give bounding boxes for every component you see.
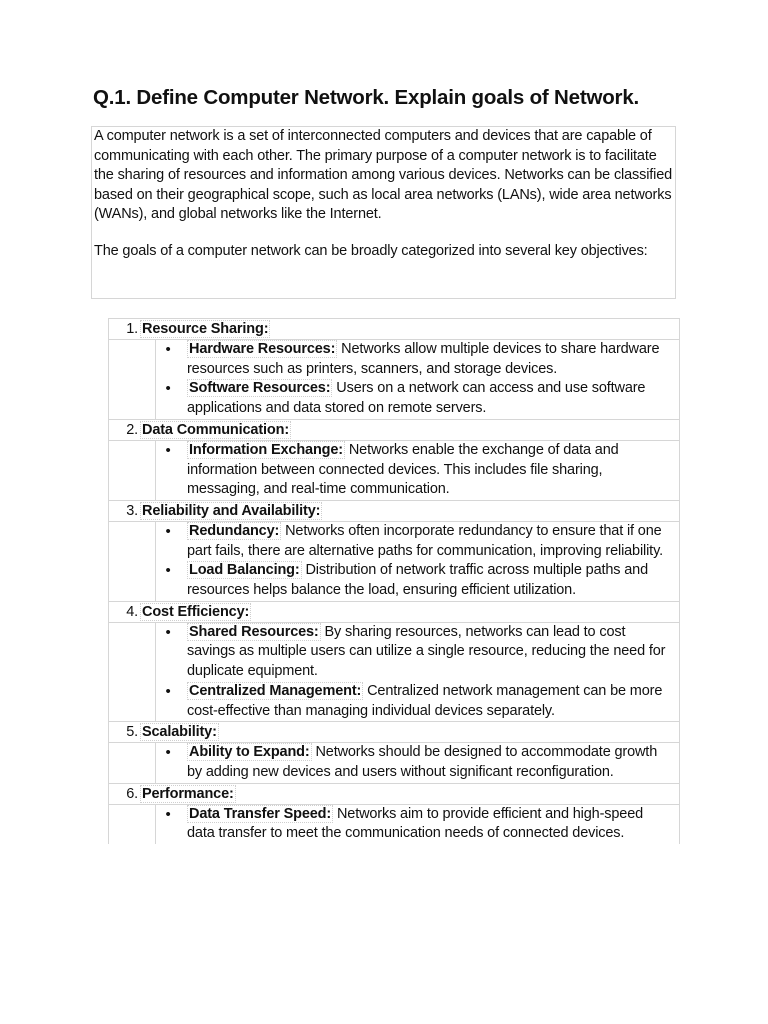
bullet-icon: • (165, 805, 171, 823)
bullet-icon: • (165, 441, 171, 459)
bullet-icon: • (165, 522, 171, 540)
item-label: Redundancy: (189, 522, 280, 539)
goal-number: 1. (126, 321, 138, 337)
list-item (156, 743, 679, 782)
item-label: Hardware Resources: (189, 341, 336, 357)
goal-sub-list (155, 340, 679, 419)
goal-heading (109, 721, 679, 743)
item-label: Shared Resources: (189, 623, 319, 640)
item-text: Distribution of network traffic across multiple paths and resources helps balance the load, ensuring efficient utilization. (187, 562, 649, 599)
bullet-icon: • (165, 380, 171, 398)
goal-title: Data Communication: (142, 421, 289, 438)
list-item (156, 561, 679, 600)
goal-title: Cost Efficiency: (142, 603, 250, 620)
list-item (156, 441, 679, 500)
page-title: Q.1. Define Computer Network. Explain goals of Network. (93, 86, 640, 109)
goals-list (108, 318, 680, 844)
goal-number: 2. (126, 421, 138, 438)
intro-paragraph: A computer network is a set of interconnected computers and devices that are capable of communicating with each other. The primary purpose of a computer network is to facilitate the sharing of resources and information among various devices. Networks can be classified based on their geographical scope, such as local area networks (LANs), wide area networks (WANs), and global networks like the Internet. (94, 128, 673, 222)
goal-sub-list (155, 441, 679, 500)
list-item (156, 623, 679, 682)
item-text: Centralized network management can be more cost-effective than managing individual devices separately. (187, 682, 663, 719)
intro-block (91, 126, 676, 299)
item-text: Networks enable the exchange of data and information between connected devices. This includes file sharing, messaging, and real-time communication. (187, 441, 619, 498)
bullet-icon: • (165, 744, 171, 762)
goal-sub-list (155, 743, 679, 782)
item-text: Networks allow multiple devices to share hardware resources such as printers, scanners, and storage devices. (187, 341, 660, 377)
goal-title: Scalability: (142, 724, 217, 741)
goal-sub-list (155, 623, 679, 722)
goal-number: 4. (126, 603, 138, 620)
goal-number: 5. (126, 724, 138, 741)
goal-heading (109, 318, 679, 340)
item-text: Networks aim to provide efficient and high-speed data transfer to meet the communication needs of connected devices. (187, 805, 644, 842)
goal-heading (109, 601, 679, 623)
item-text: By sharing resources, networks can lead to cost savings as multiple users can utilize a single resource, reducing the need for duplicate equipment. (187, 623, 666, 680)
goal-number: 3. (126, 502, 138, 519)
goal-title: Resource Sharing: (142, 321, 269, 337)
item-text: Users on a network can access and use software applications and data stored on remote servers. (187, 380, 646, 417)
goal-number: 6. (126, 785, 138, 802)
goal-sub-list (155, 805, 679, 844)
bullet-icon: • (165, 341, 171, 358)
list-item (156, 340, 679, 379)
goal-heading (109, 419, 679, 441)
item-label: Centralized Management: (189, 682, 362, 699)
item-label: Software Resources: (189, 380, 331, 397)
list-item (156, 682, 679, 721)
goal-title: Reliability and Availability: (142, 502, 321, 519)
item-label: Information Exchange: (189, 441, 343, 458)
intro-paragraph: The goals of a computer network can be broadly categorized into several key objectives: (94, 243, 648, 259)
item-text: Networks often incorporate redundancy to ensure that if one part fails, there are alternative paths for communication, improving reliability. (187, 522, 663, 559)
goal-heading (109, 500, 679, 522)
bullet-icon: • (165, 682, 171, 700)
item-label: Load Balancing: (189, 562, 300, 579)
item-text: Networks should be designed to accommodate growth by adding new devices and users without significant reconfiguration. (187, 744, 658, 780)
item-label: Data Transfer Speed: (189, 805, 332, 822)
bullet-icon: • (165, 562, 171, 580)
bullet-icon: • (165, 623, 171, 641)
goal-sub-list (155, 522, 679, 601)
item-label: Ability to Expand: (189, 744, 310, 761)
list-item (156, 379, 679, 418)
list-item (156, 522, 679, 561)
goal-title: Performance: (142, 785, 234, 802)
list-item (156, 805, 679, 844)
goal-heading (109, 783, 679, 805)
